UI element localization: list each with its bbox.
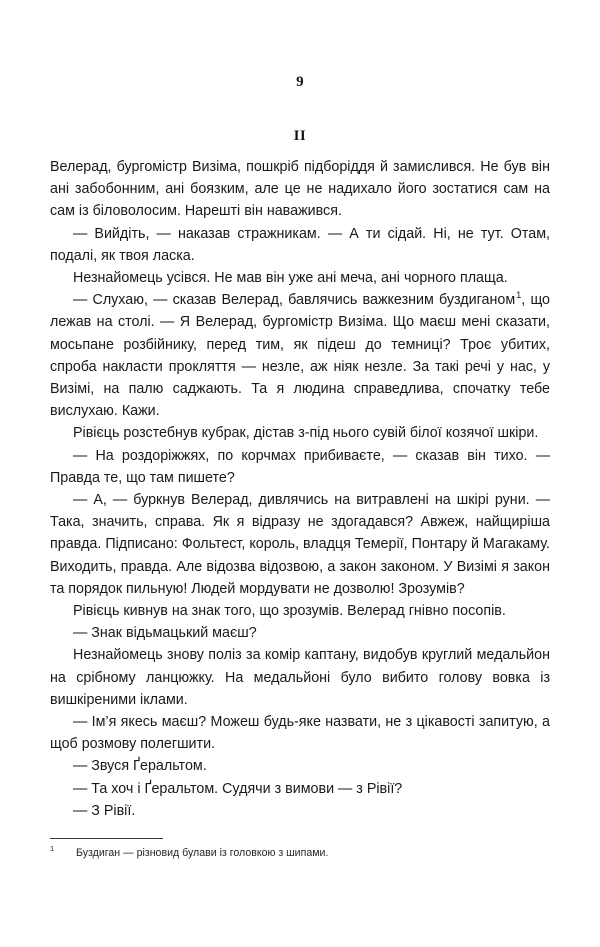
footnote: 1 Буздиган — різновид булави із головкою з шипами.: [50, 844, 329, 859]
paragraph-text-segment: — Слухаю, — сказав Велерад, бавлячись важкезним буздиганом: [73, 292, 516, 309]
footnote-reference-marker[interactable]: 1: [516, 290, 522, 301]
paragraph: — З Рівії.: [73, 802, 136, 819]
body-text-column: [50, 156, 550, 822]
paragraph: Рівієць кивнув на знак того, що зрозумів. Велерад гнівно посопів.: [73, 603, 506, 620]
paragraph: — Вийдіть, — наказав стражникам. — А ти сідай. Ні, не тут. Отам, подалі, як твоя ласка.: [50, 225, 550, 264]
paragraph: Незнайомець знову поліз за комір каптану, видобув круглий медальйон на срібному ланцюжку. На медальйоні було вибито голову вовка із вишкіреними іклами.: [50, 647, 550, 708]
paragraph-with-footnote-ref: [50, 289, 550, 422]
paragraph: — Знак відьмацький маєш?: [73, 625, 257, 642]
footnote-separator-rule: [50, 838, 163, 839]
paragraph: — На роздоріжжях, по корчмах прибиваєте, — сказав він тихо. — Правда те, що там пишете?: [50, 447, 550, 486]
page-number: 9: [296, 74, 304, 90]
paragraph: Рівієць розстебнув кубрак, дістав з-під нього сувій білої козячої шкіри.: [73, 425, 539, 442]
chapter-number-heading: II: [293, 128, 307, 144]
paragraph: — А, — буркнув Велерад, дивлячись на витравлені на шкірі руни. — Така, значить, справа. Як я відразу не здогадався? Авжеж, найщиріша правда. Підписано: Фольтест, король, владця Темерії, Понтару й Магакаму. Виходить, правда. Але відозва відозвою, а закон законом. У Визімі я закон та порядок пильную! Людей мордувати не дозволю! Зрозумів?: [50, 492, 550, 597]
paragraph: — Ім’я якесь маєш? Можеш будь-яке назвати, не з цікавості запитую, а щоб розмову полегшити.: [50, 714, 550, 753]
paragraph: — Звуся Ґеральтом.: [73, 758, 207, 775]
paragraph: — Та хоч і Ґеральтом. Судячи з вимови — з Рівії?: [73, 780, 403, 797]
footnote-text: Буздиган — різновид булави із головкою з шипами.: [76, 847, 329, 859]
paragraph-text-segment: , що лежав на столі. — Я Велерад, бургомістр Визіма. Що маєш мені сказати, мосьпане розбійнику, перед тим, як підеш до темниці? Троє убитих, спроба накласти прокляття — незле, аж ніяк незле. За такі речі у нас, у Визімі, на палю саджають. Та я людина справедлива, спочатку тебе вислухаю. Кажи.: [50, 292, 551, 420]
paragraph: Незнайомець усівся. Не мав він уже ані меча, ані чорного плаща.: [73, 270, 508, 287]
paragraph: Велерад, бургомістр Визіма, пошкріб підборіддя й замислився. Не був він ані забобонним, ані боязким, але це не надихало його зостатися сам на сам із біловолосим. Нарешті він наважився.: [50, 159, 550, 220]
